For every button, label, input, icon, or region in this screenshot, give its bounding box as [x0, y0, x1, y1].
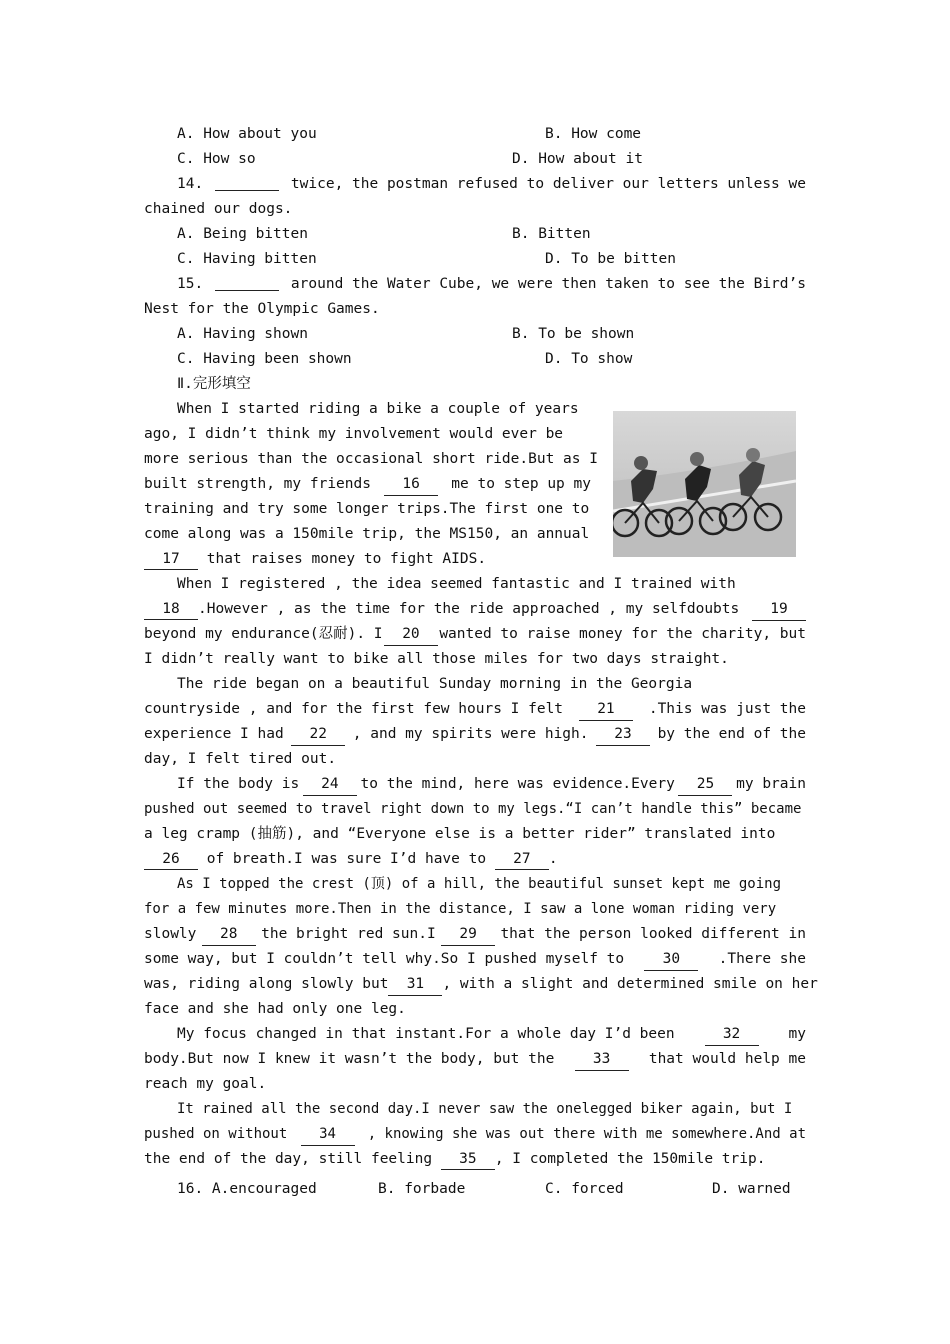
- blank-32[interactable]: 32: [705, 1024, 759, 1046]
- q15-stem-line1: [177, 274, 806, 296]
- passage-line: for a few minutes more.Then in the distance, I saw a lone woman riding very: [144, 901, 777, 917]
- q13-option-a: A. How about you: [177, 126, 317, 142]
- q14-option-c: C. Having bitten: [177, 251, 317, 267]
- passage-line: slowly 28 the bright red sun.I 29 that the person looked different in: [144, 924, 806, 946]
- blank-29[interactable]: 29: [441, 924, 495, 946]
- blank-24[interactable]: 24: [303, 774, 357, 796]
- q13-option-d: D. How about it: [512, 151, 643, 167]
- q15-stem-line2: Nest for the Olympic Games.: [144, 301, 380, 317]
- passage-line: countryside , and for the first few hours I felt 21 .This was just the: [144, 699, 806, 721]
- blank-26[interactable]: 26: [144, 849, 198, 870]
- q15-blank: [215, 274, 279, 291]
- q13-option-c: C. How so: [177, 151, 256, 167]
- blank-21[interactable]: 21: [579, 699, 633, 721]
- blank-20[interactable]: 20: [384, 624, 438, 646]
- q14-stem-line1: [177, 174, 806, 196]
- blank-17[interactable]: 17: [144, 549, 198, 570]
- passage-line: When I started riding a bike a couple of years: [177, 401, 579, 417]
- blank-22[interactable]: 22: [291, 724, 345, 746]
- passage-line: body.But now I knew it wasn’t the body, but the 33 that would help me: [144, 1049, 806, 1071]
- passage-line: When I registered , the idea seemed fantastic and I trained with: [177, 576, 736, 592]
- passage-line: beyond my endurance(忍耐). I 20 wanted to raise money for the charity, but: [144, 624, 806, 646]
- q15-option-b: B. To be shown: [512, 326, 635, 342]
- passage-line: My focus changed in that instant.For a whole day I’d been 32 my: [177, 1024, 806, 1046]
- blank-34[interactable]: 34: [301, 1124, 355, 1146]
- blank-19[interactable]: 19: [752, 599, 806, 621]
- cyclists-photo-icon: [613, 411, 796, 557]
- passage-line: pushed out seemed to travel right down to my legs.“I can’t handle this” became: [144, 801, 802, 817]
- q14-option-a: A. Being bitten: [177, 226, 308, 242]
- passage-line: reach my goal.: [144, 1076, 267, 1092]
- blank-28[interactable]: 28: [202, 924, 256, 946]
- passage-line: It rained all the second day.I never saw the onelegged biker again, but I: [177, 1101, 793, 1117]
- passage-line: I didn’t really want to bike all those miles for two days straight.: [144, 651, 729, 667]
- passage-line: more serious than the occasional short ride.But as I: [144, 451, 598, 467]
- q16-option-a: 16. A.encouraged: [177, 1181, 317, 1197]
- blank-30[interactable]: 30: [644, 949, 698, 971]
- q15-option-c: C. Having been shown: [177, 351, 352, 367]
- q14-option-b: B. Bitten: [512, 226, 591, 242]
- passage-line: pushed on without 34 , knowing she was out there with me somewhere.And at: [144, 1124, 806, 1146]
- blank-33[interactable]: 33: [575, 1049, 629, 1071]
- passage-line: a leg cramp (抽筋), and “Everyone else is a better rider” translated into: [144, 826, 776, 842]
- passage-line: The ride began on a beautiful Sunday morning in the Georgia: [177, 676, 693, 692]
- passage-line: the end of the day, still feeling 35 , I completed the 150mile trip.: [144, 1149, 765, 1171]
- blank-27[interactable]: 27: [495, 849, 549, 870]
- q13-option-b: B. How come: [545, 126, 642, 142]
- q15-number: 15.: [177, 276, 204, 292]
- passage-line: day, I felt tired out.: [144, 751, 337, 767]
- passage-line: some way, but I couldn’t tell why.So I pushed myself to 30 .There she: [144, 949, 806, 971]
- passage-line: 26 of breath.I was sure I’d have to 27 .: [144, 849, 558, 871]
- q14-number: 14.: [177, 176, 204, 192]
- q16-option-b: B. forbade: [378, 1181, 466, 1197]
- q16-option-c: C. forced: [545, 1181, 624, 1197]
- blank-23[interactable]: 23: [596, 724, 650, 746]
- q14-blank: [215, 174, 279, 191]
- blank-25[interactable]: 25: [678, 774, 732, 796]
- passage-line: If the body is 24 to the mind, here was evidence.Every 25 my brain: [177, 774, 806, 796]
- q15-option-d: D. To show: [545, 351, 633, 367]
- passage-line: built strength, my friends 16 me to step up my: [144, 474, 591, 496]
- passage-line: was, riding along slowly but 31 , with a slight and determined smile on her: [144, 974, 806, 996]
- q15-option-a: A. Having shown: [177, 326, 308, 342]
- q14-stem-line2: chained our dogs.: [144, 201, 293, 217]
- blank-16[interactable]: 16: [384, 474, 438, 496]
- passage-line: come along was a 150mile trip, the MS150, an annual: [144, 526, 590, 542]
- q16-option-d: D. warned: [712, 1181, 791, 1197]
- passage-line: 18 .However , as the time for the ride approached , my selfdoubts 19: [144, 599, 806, 621]
- q15-stem-text: around the Water Cube, we were then taken to see the Bird’s: [290, 276, 806, 292]
- passage-line: training and try some longer trips.The first one to: [144, 501, 590, 517]
- q14-option-d: D. To be bitten: [545, 251, 676, 267]
- passage-line: 17 that raises money to fight AIDS.: [144, 549, 486, 571]
- q14-stem-text: twice, the postman refused to deliver our letters unless we: [290, 176, 806, 192]
- blank-18[interactable]: 18: [144, 599, 198, 620]
- blank-31[interactable]: 31: [388, 974, 442, 996]
- passage-line: face and she had only one leg.: [144, 1001, 406, 1017]
- passage-line: experience I had 22 , and my spirits were high. 23 by the end of the: [144, 724, 806, 746]
- passage-line: As I topped the crest (顶) of a hill, the beautiful sunset kept me going: [177, 876, 782, 892]
- blank-35[interactable]: 35: [441, 1149, 495, 1170]
- section-title: Ⅱ.完形填空: [177, 376, 251, 392]
- passage-line: ago, I didn’t think my involvement would ever be: [144, 426, 564, 442]
